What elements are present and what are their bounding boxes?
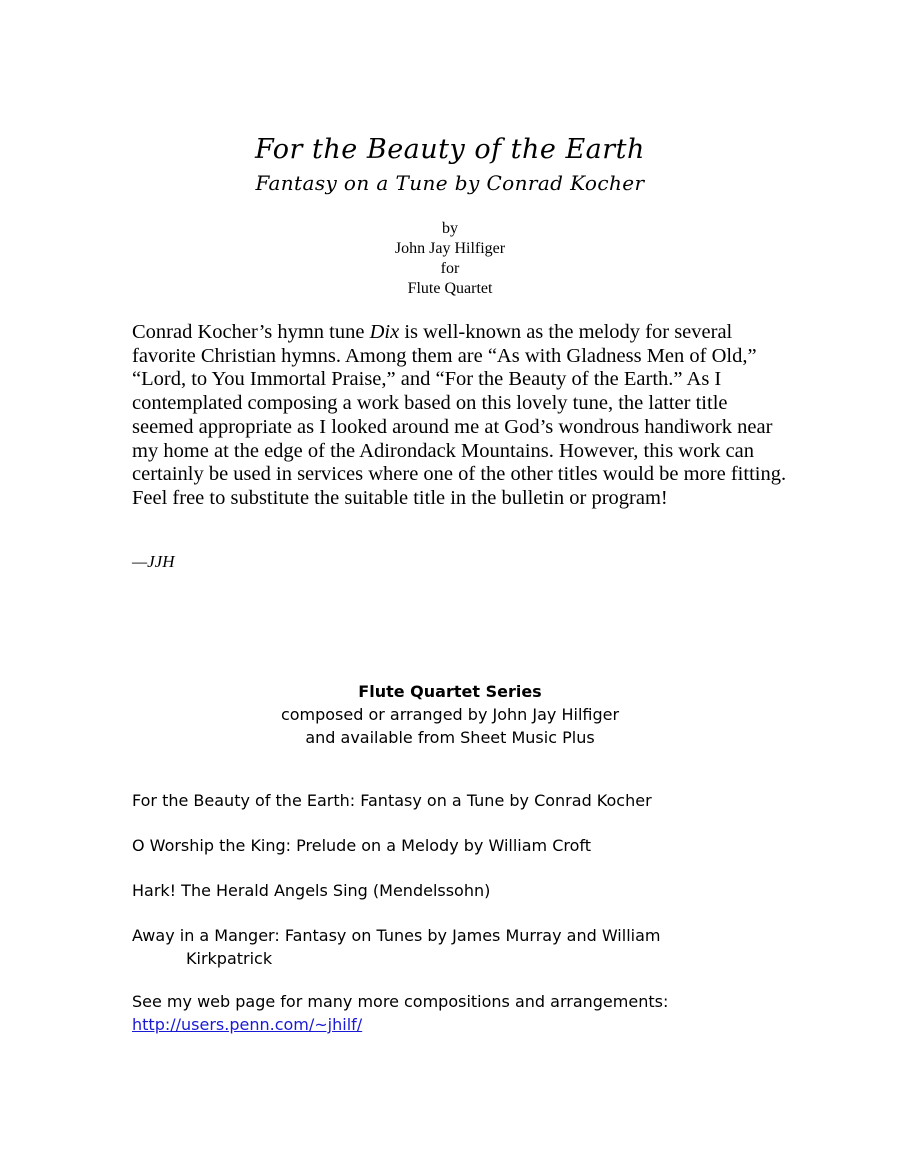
web-page-text: See my web page for many more compositions and arrangements:	[132, 992, 669, 1011]
work-item-line-1: Away in a Manger: Fantasy on Tunes by James Murray and William	[132, 926, 661, 945]
work-item: Hark! The Herald Angels Sing (Mendelssohn)	[132, 881, 491, 900]
page-title: For the Beauty of the Earth	[255, 134, 645, 165]
intro-text-rest: is well-known as the melody for several favorite Christian hymns. Among them are “As with Gladness Men of Old,” “Lord, to You Immortal Praise,” and “For the Beauty of the Earth.” As I contemplated composing a work based on this lovely tune, the latter title seemed appropriate as I looked around me at God’s wondrous handiwork near my home at the edge of the Adirondack Mountains. However, this work can certainly be used in services where one of the other titles would be more fitting. Feel free to substitute the suitable title in the bulletin or program!	[132, 321, 787, 509]
composer-name: John Jay Hilfiger	[394, 240, 506, 257]
intro-paragraph	[132, 321, 792, 511]
web-page-note	[132, 990, 772, 1036]
page-subtitle: Fantasy on a Tune by Conrad Kocher	[255, 171, 645, 195]
work-item-multiline	[132, 924, 732, 970]
series-line-2: and available from Sheet Music Plus	[305, 728, 595, 747]
web-page-link[interactable]: http://users.penn.com/~jhilf/	[132, 1015, 363, 1034]
signature: —JJH	[132, 552, 175, 571]
series-line-1: composed or arranged by John Jay Hilfiger	[280, 705, 620, 724]
series-block	[0, 680, 900, 749]
credits	[0, 219, 900, 299]
works-list	[132, 789, 732, 992]
work-item: O Worship the King: Prelude on a Melody by William Croft	[132, 836, 592, 855]
series-heading: Flute Quartet Series	[358, 682, 542, 701]
intro-tune-name: Dix	[369, 321, 400, 343]
intro-text-start: Conrad Kocher’s hymn tune	[132, 321, 370, 343]
work-item: For the Beauty of the Earth: Fantasy on a Tune by Conrad Kocher	[132, 791, 652, 810]
credits-by: by	[442, 220, 458, 237]
credits-for: for	[440, 260, 460, 277]
title-block	[0, 132, 900, 198]
instrumentation: Flute Quartet	[407, 280, 493, 297]
work-item-line-2: Kirkpatrick	[186, 949, 273, 968]
